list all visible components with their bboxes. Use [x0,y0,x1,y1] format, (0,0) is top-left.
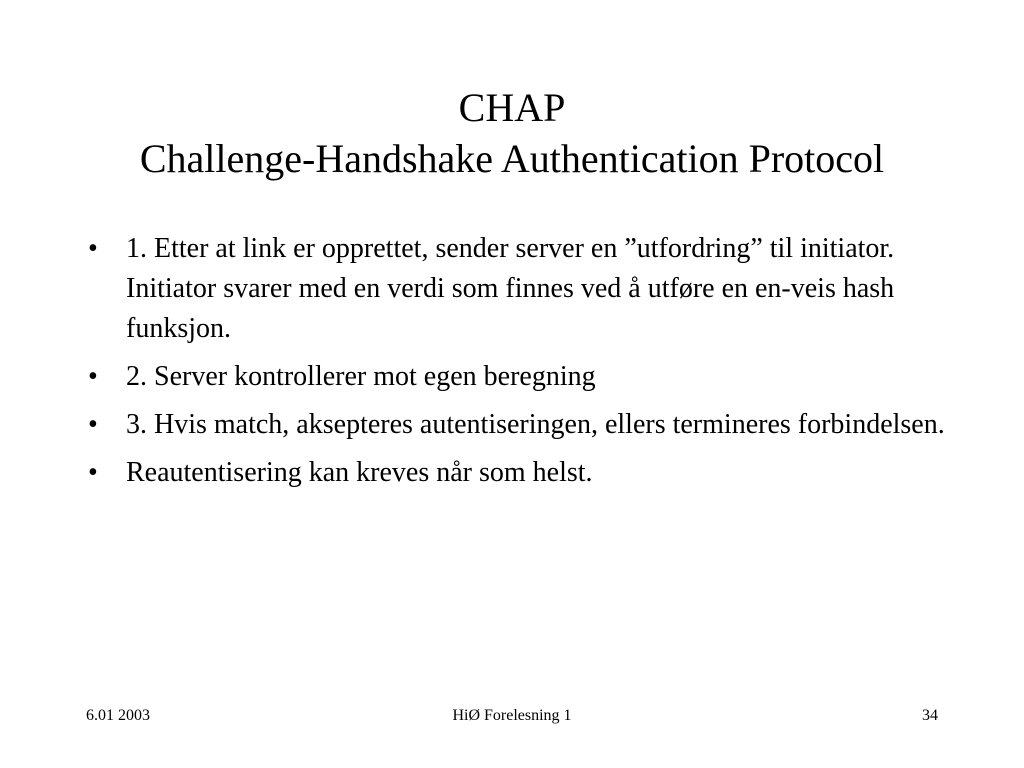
bullet-item [88,453,948,493]
bullet-item [88,405,948,445]
bullet-item [88,229,948,349]
footer-title: HiØ Forelesning 1 [452,707,572,724]
bullet-marker: • [88,457,98,488]
slide-title [0,82,1024,184]
bullet-item [88,357,948,397]
bullet-list [88,229,948,501]
bullet-marker: • [88,409,98,440]
title-line-2: Challenge-Handshake Authentication Protocol [139,136,885,181]
bullet-text: 2. Server kontrollerer mot egen beregning [126,361,596,392]
bullet-text: 3. Hvis match, aksepteres autentiseringen, ellers termineres forbindelsen. [126,409,945,440]
bullet-marker: • [88,361,98,392]
footer-page-number: 34 [922,707,938,724]
bullet-text: 1. Etter at link er opprettet, sender server en ”utfordring” til initiator. Initiator svarer med en verdi som finnes ved å utføre en en-veis hash funksjon. [126,233,895,344]
title-line-1: CHAP [458,85,566,130]
footer-date: 6.01 2003 [86,707,150,724]
bullet-marker: • [88,233,98,264]
bullet-text: Reautentisering kan kreves når som helst. [126,457,593,488]
